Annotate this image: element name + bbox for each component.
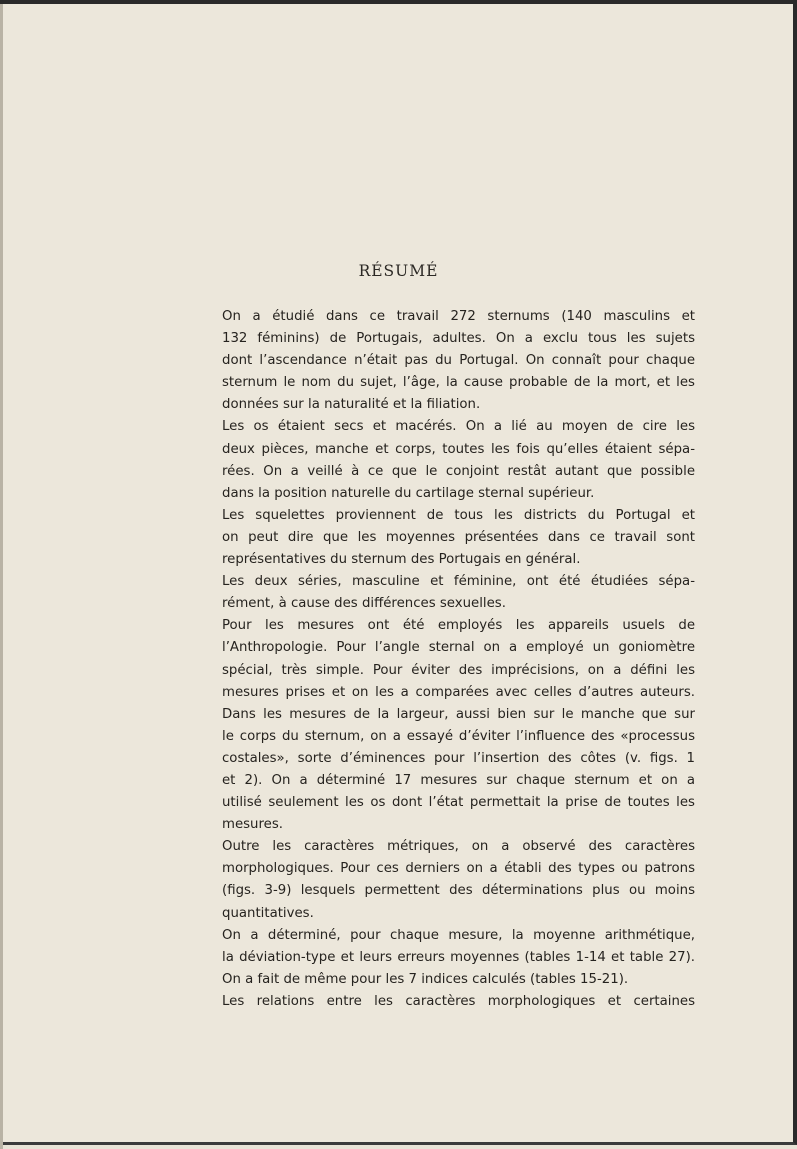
text-line: la déviation-type et leurs erreurs moyennes (tables 1-14 et table 27). [222, 949, 695, 965]
text-line: spécial, très simple. Pour éviter des imprécisions, on a défini les [222, 662, 695, 678]
text-line: le corps du sternum, on a essayé d’éviter l’influence des «processus [222, 728, 695, 744]
text-line: 132 féminins) de Portugais, adultes. On a exclu tous les sujets [222, 331, 695, 347]
text-line: dans la position naturelle du cartilage sternal supérieur. [222, 485, 595, 501]
text-line: Les os étaient secs et macérés. On a lié au moyen de cire les [222, 419, 695, 435]
text-line: mesures prises et on les a comparées avec celles d’autres auteurs. [222, 684, 695, 700]
text-line: deux pièces, manche et corps, toutes les fois qu’elles étaient sépa- [222, 441, 695, 457]
text-line: morphologiques. Pour ces derniers on a établi des types ou patrons [222, 861, 695, 877]
text-line: on peut dire que les moyennes présentées dans ce travail sont [222, 529, 695, 545]
text-line: représentatives du sternum des Portugais en général. [222, 552, 581, 568]
text-line: On a fait de même pour les 7 indices calculés (tables 15-21). [222, 971, 629, 987]
text-line: rées. On a veillé à ce que le conjoint restât autant que possible [222, 463, 695, 479]
text-line: l’Anthropologie. Pour l’angle sternal on a employé un goniomètre [222, 640, 695, 656]
text-line: On a étudié dans ce travail 272 sternums (140 masculins et [222, 309, 695, 324]
resume-body [222, 306, 695, 1013]
text-line: Pour les mesures ont été employés les appareils usuels de [222, 618, 695, 634]
text-line: Les squelettes proviennent de tous les districts du Portugal et [222, 507, 695, 523]
text-line: costales», sorte d’éminences pour l’insertion des côtes (v. figs. 1 [222, 750, 695, 766]
text-line: Outre les caractères métriques, on a observé des caractères [222, 839, 695, 855]
text-line: On a déterminé, pour chaque mesure, la moyenne arithmétique, [222, 927, 695, 943]
text-line: (figs. 3-9) lesquels permettent des déterminations plus ou moins [222, 883, 695, 899]
text-line: Les relations entre les caractères morphologiques et certaines [222, 993, 695, 1009]
page-title: RÉSUMÉ [358, 262, 439, 280]
text-line: quantitatives. [222, 905, 314, 921]
text-line: et 2). On a déterminé 17 mesures sur chaque sternum et on a [222, 772, 695, 788]
text-line: Les deux séries, masculine et féminine, ont été étudiées sépa- [222, 574, 695, 590]
page-edge [0, 4, 3, 1149]
text-line: sternum le nom du sujet, l’âge, la cause probable de la mort, et les [222, 375, 695, 391]
text-line: rément, à cause des différences sexuelles. [222, 596, 506, 612]
text-line: données sur la naturalité et la filiation. [222, 397, 481, 413]
text-line: Dans les mesures de la largeur, aussi bien sur le manche que sur [222, 706, 695, 722]
text-line: mesures. [222, 817, 283, 833]
text-line: utilisé seulement les os dont l’état permettait la prise de toutes les [222, 795, 695, 811]
text-line: dont l’ascendance n’était pas du Portugal. On connaît pour chaque [222, 353, 695, 369]
